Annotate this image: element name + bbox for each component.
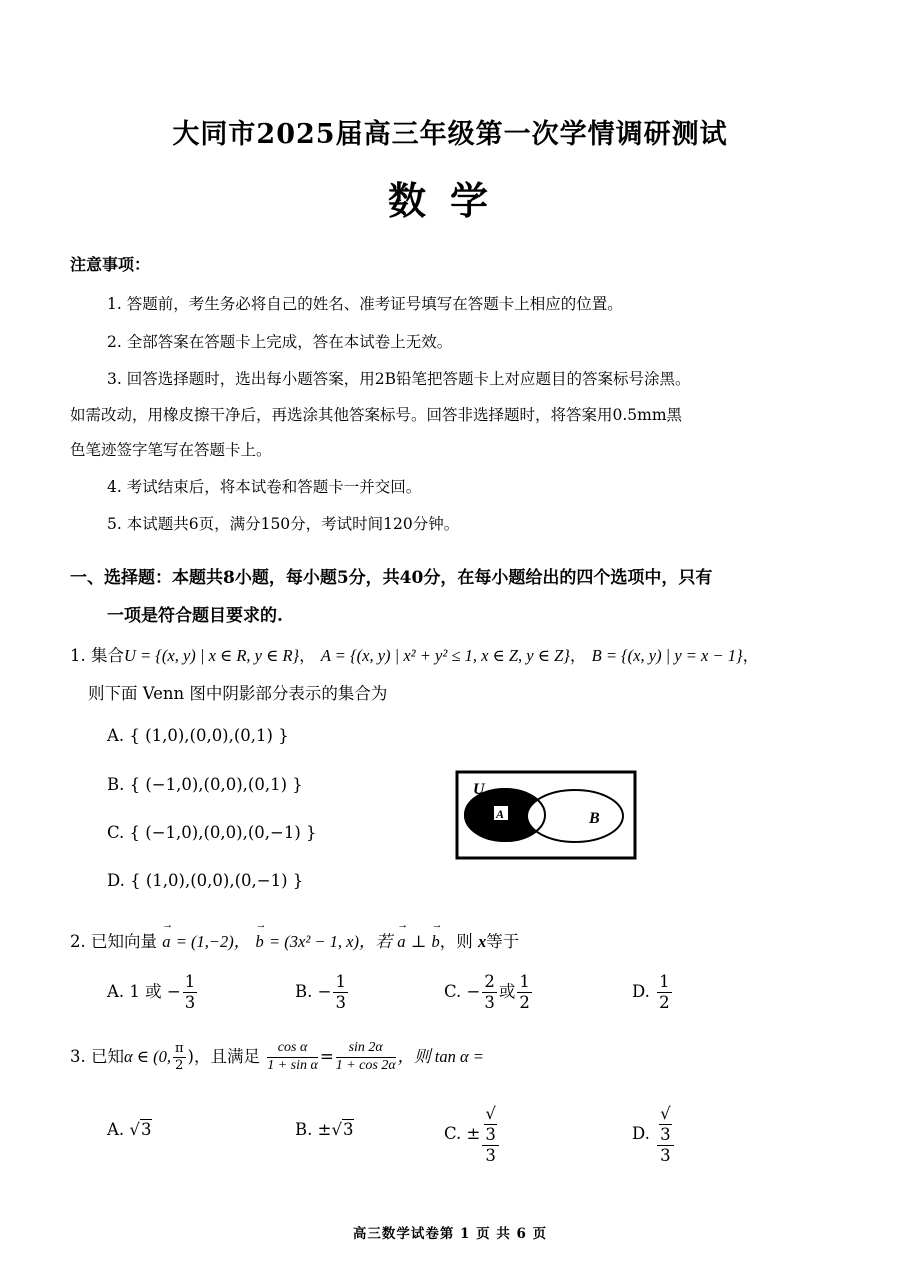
q3-opt-c-num: √ 3 (482, 1104, 499, 1146)
q3-option-b: B. ±√3 (295, 1120, 354, 1139)
q3-option-a: A. √3 (107, 1120, 152, 1139)
q2-opt-b-prefix: B. − (295, 981, 332, 1001)
q1-number: 1. (70, 646, 86, 665)
q2-opt-c-den1: 3 (484, 992, 495, 1012)
q3-text2: ，且满足 (193, 1046, 260, 1066)
q2-opt-a-frac (183, 972, 198, 1013)
q2-opt-d-num: 1 (659, 972, 670, 991)
q3-opt-d-root: 3 (660, 1124, 671, 1144)
q2-vector-b: → b (256, 932, 264, 952)
q3-opt-d-frac (657, 1104, 674, 1165)
q3-text1: 已知 (91, 1046, 124, 1066)
q3-pi-den: 2 (175, 1057, 184, 1073)
q2-opt-a-prefix: A. 1 或 − (107, 981, 181, 1001)
q2-opt-c-num2: 1 (519, 972, 530, 991)
q3-opt-c-root: 3 (485, 1124, 496, 1144)
q3-opt-a-root: 3 (140, 1120, 152, 1139)
subject-title: 数学 (387, 178, 512, 223)
q3-opt-d-den: 3 (660, 1145, 671, 1165)
q3-text3: ，则 tan α = (397, 1046, 484, 1066)
q2-number: 2. (70, 932, 86, 951)
note-2: 2. 全部答案在答题卡上完成，答在本试卷上无效。 (107, 333, 453, 351)
q3-opt-c-prefix: C. ± (444, 1124, 481, 1144)
venn-u-label: U (473, 781, 485, 798)
q2-x: x (478, 932, 487, 951)
q3-f1-den: 1 + sin α (267, 1057, 318, 1073)
q1-lead: 集合 (91, 646, 124, 665)
q1-line2: 则下面 Venn 图中阴影部分表示的集合为 (88, 684, 388, 703)
note-3: 3. 回答选择题时，选出每小题答案，用2B铅笔把答题卡上对应题目的答案标号涂黑。 (107, 370, 691, 388)
q2-option-a (107, 972, 199, 1013)
q2-a-expr: = (1,−2)， (175, 932, 251, 951)
q1-set-u: U = {(x, y) | x ∈ R, y ∈ R} (124, 646, 300, 665)
q2-text3: 等于 (486, 932, 520, 951)
q3-f2-num: sin 2α (336, 1040, 396, 1058)
q3-pi-num: π (175, 1041, 184, 1057)
question-2 (70, 928, 519, 952)
q2-opt-c-den2: 2 (519, 992, 530, 1012)
q2-vector-a: → a (162, 932, 170, 952)
venn-diagram (455, 770, 637, 862)
q3-pi-frac (173, 1041, 186, 1073)
q3-option-d (632, 1104, 676, 1165)
q3-option-c (444, 1104, 501, 1165)
q1-set-b: B = {(x, y) | y = x − 1} (591, 646, 743, 665)
q3-alpha-range: α ∈ (0, (124, 1046, 171, 1066)
question-1: 1. 集合U = {(x, y) | x ∈ R, y ∈ R}， A = {(x, y) | x² + y² ≤ 1, x ∈ Z, y ∈ Z}， B = {(x, y) | y = x − 1}， (70, 646, 760, 665)
q3-f2-den: 1 + cos 2α (335, 1057, 396, 1073)
q2-option-b (295, 972, 350, 1013)
q2-opt-d-prefix: D. (632, 981, 650, 1001)
q2-option-c (444, 972, 534, 1013)
q3-opt-c-den: 3 (485, 1145, 496, 1165)
venn-b-label: B (589, 810, 600, 827)
q2-text2: ，则 (439, 932, 473, 951)
note-4: 4. 考试结束后，将本试卷和答题卡一并交回。 (107, 478, 422, 496)
q3-number: 3. (70, 1046, 86, 1066)
q3-opt-b-prefix: B. ± (295, 1120, 332, 1139)
q3-f1-num: cos α (267, 1040, 318, 1058)
q3-opt-d-prefix: D. (632, 1124, 650, 1144)
q2-opt-b-den: 3 (335, 992, 346, 1012)
q2-opt-b-num: 1 (335, 972, 346, 991)
q3-close-paren: ) (187, 1046, 194, 1066)
q2-opt-c-prefix: C. − (444, 981, 481, 1001)
q2-vector-b-2: → b (432, 932, 440, 952)
q2-opt-d-frac (657, 972, 672, 1013)
note-3-cont-1: 如需改动，用橡皮擦干净后，再选涂其他答案标号。回答非选择题时，将答案用0.5mm黑 (70, 406, 683, 424)
notes-heading: 注意事项： (70, 255, 151, 274)
q1-option-b: B. { (−1,0),(0,0),(0,1) } (107, 775, 303, 794)
venn-set-b (527, 790, 623, 842)
q2-perp: ⊥ (410, 932, 427, 951)
note-3-cont-2: 色笔迹签字笔写在答题卡上。 (70, 441, 272, 459)
page-footer: 高三数学试卷第 1 页 共 6 页 (352, 1226, 548, 1242)
q1-option-c: C. { (−1,0),(0,0),(0,−1) } (107, 823, 317, 842)
q2-vector-a-2: → a (397, 932, 405, 952)
exam-title: 大同市2025届高三年级第一次学情调研测试 (172, 119, 728, 150)
q3-equals: = (319, 1046, 334, 1066)
q3-opt-b-root: 3 (342, 1120, 354, 1139)
q2-opt-c-or: 或 (498, 981, 516, 1001)
note-1: 1. 答题前，考生务必将自己的姓名、准考证号填写在答题卡上相应的位置。 (107, 295, 623, 313)
q2-b-expr: = (3x² − 1, x)，若 (269, 932, 392, 951)
note-5: 5. 本试题共6页，满分150分，考试时间120分钟。 (107, 515, 460, 533)
venn-a-label: A (496, 807, 505, 821)
q3-frac-left (267, 1040, 318, 1075)
q2-opt-a-den: 3 (184, 992, 196, 1012)
q1-set-a: A = {(x, y) | x² + y² ≤ 1, x ∈ Z, y ∈ Z} (320, 646, 570, 665)
q2-opt-c-frac2 (517, 972, 532, 1013)
q2-opt-d-den: 2 (659, 992, 670, 1012)
q2-option-d (632, 972, 674, 1013)
q2-opt-b-frac (333, 972, 348, 1013)
question-3 (70, 1040, 484, 1075)
q2-opt-c-frac1 (482, 972, 497, 1013)
q2-text1: 已知向量 (91, 932, 157, 951)
q2-opt-c-num1: 2 (484, 972, 495, 991)
q3-opt-c-frac (482, 1104, 499, 1165)
section-heading-line1: 一、选择题：本题共8小题，每小题5分，共40分，在每小题给出的四个选项中，只有 (70, 568, 713, 588)
q1-option-a: A. { (1,0),(0,0),(0,1) } (107, 726, 289, 745)
section-heading-line2: 一项是符合题目要求的. (107, 606, 283, 626)
q3-frac-right (336, 1040, 396, 1075)
q3-opt-d-num: √ 3 (657, 1104, 674, 1146)
q3-opt-a-prefix: A. (107, 1120, 125, 1139)
q2-opt-a-num: 1 (184, 972, 196, 991)
q1-option-d: D. { (1,0),(0,0),(0,−1) } (107, 871, 304, 890)
